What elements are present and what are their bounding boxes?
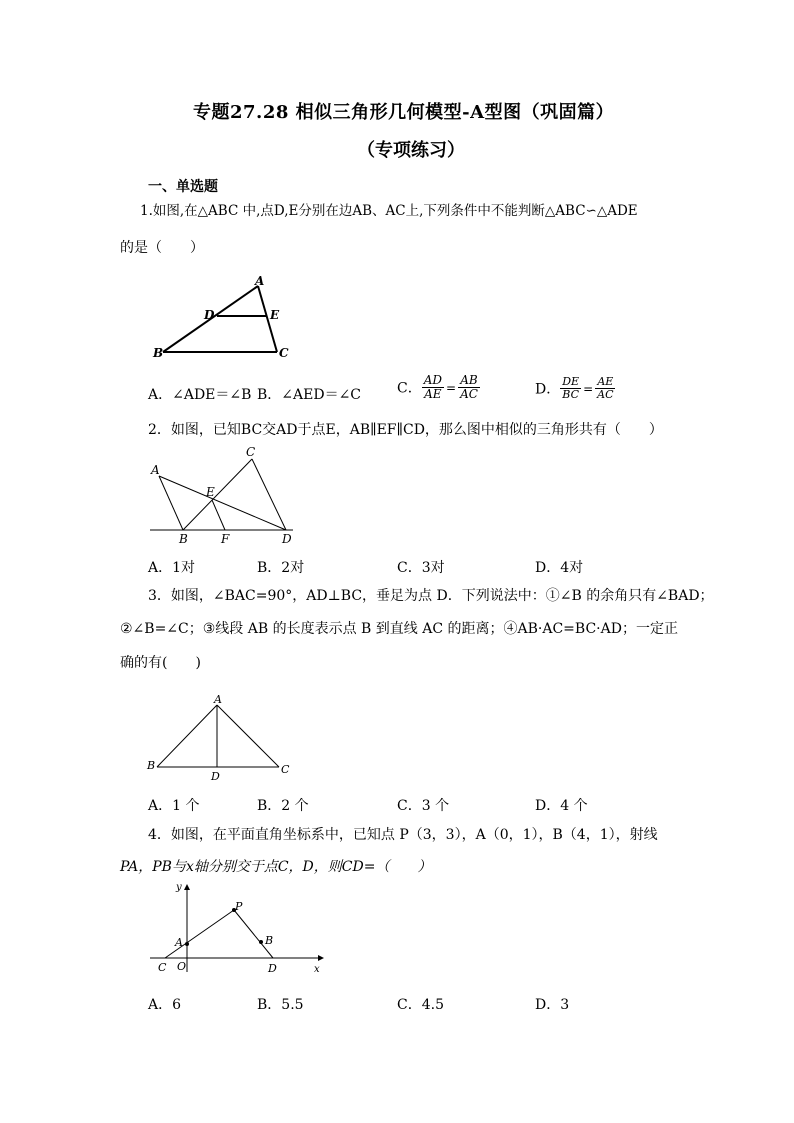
q4-option-d[interactable]: D．3 (535, 997, 570, 1013)
frac-numerator: AB (460, 373, 478, 387)
q3-option-d[interactable]: D．4 个 (535, 798, 588, 814)
q1-label-E: E (270, 308, 280, 322)
q2-label-B: B (179, 532, 188, 546)
q3-option-a[interactable]: A．1 个 (148, 798, 200, 814)
q3-label-C: C (281, 763, 290, 776)
q1-option-a[interactable]: A．∠ADE＝∠B (148, 387, 252, 403)
question-2-figure (148, 444, 298, 546)
q3-option-b[interactable]: B．2 个 (257, 798, 309, 814)
q3-label-B: B (147, 759, 156, 772)
q2-option-c[interactable]: C．3对 (397, 560, 445, 576)
question-3-figure (145, 692, 295, 782)
frac-denominator: AC (597, 388, 614, 402)
question-1-text-line2: 的是（ ） (120, 240, 204, 256)
q3-label-A: A (214, 693, 222, 706)
frac-numerator: AE (597, 375, 614, 388)
q1-option-c-prefix: C． (397, 380, 422, 397)
q4-label-y: y (176, 882, 182, 893)
frac-denominator: BC (562, 388, 580, 402)
q4-option-a[interactable]: A．6 (148, 997, 182, 1013)
q4-option-b[interactable]: B．5.5 (257, 997, 304, 1013)
q1-label-A: A (255, 276, 265, 288)
question-4-text-line1: 4．如图，在平面直角坐标系中，已知点 P（3，3），A（0，1），B（4，1），射线 (148, 827, 658, 843)
equals-sign: = (583, 381, 594, 396)
frac-denominator: AC (460, 387, 478, 402)
page-subtitle: （专项练习） (357, 140, 465, 161)
q1-option-d-prefix: D． (535, 381, 561, 398)
q1-option-d-frac1 (560, 376, 581, 401)
question-3-text-line2: ②∠B=∠C；③线段 AB 的长度表示点 B 到直线 AC 的距离；④AB·AC=BC·AD；一定正 (120, 621, 678, 637)
q4-label-A: A (175, 936, 183, 949)
question-1-text-line1: 1.如图,在△ABC 中,点D,E分别在边AB、AC上,下列条件中不能判断△ABC∽△ADE (140, 203, 638, 219)
q4-label-x: x (314, 964, 320, 975)
question-2-text: 2．如图，已知BC交AD于点E，AB∥EF∥CD，那么图中相似的三角形共有（ ） (148, 422, 663, 438)
q4-label-C: C (158, 961, 167, 974)
q1-label-B: B (153, 346, 164, 360)
question-3-text-line3: 确的有( ) (120, 655, 201, 671)
question-4-text-line2: PA，PB与x轴分别交于点C，D，则CD=（ ） (120, 859, 432, 875)
question-1-figure (150, 276, 300, 366)
q3-option-c[interactable]: C．3 个 (397, 798, 450, 814)
q1-option-c-frac2 (458, 374, 480, 401)
q1-label-C: C (279, 346, 289, 360)
q4-label-O: O (177, 960, 187, 973)
q2-label-D: D (282, 532, 292, 546)
q2-option-a[interactable]: A．1对 (148, 560, 196, 576)
q1-option-d-frac2 (595, 376, 615, 401)
q4-label-D: D (268, 962, 277, 975)
q2-label-E: E (206, 485, 215, 499)
q1-option-d[interactable] (535, 376, 616, 401)
q2-label-C: C (246, 445, 256, 459)
q4-label-B: B (265, 934, 274, 947)
q2-label-A: A (151, 463, 160, 477)
frac-denominator: AE (424, 387, 442, 402)
q1-option-b[interactable]: B．∠AED＝∠C (257, 387, 362, 403)
q1-label-D: D (204, 308, 215, 322)
question-4-figure (148, 880, 328, 976)
q4-label-P: P (235, 900, 243, 913)
q4-option-c[interactable]: C．4.5 (397, 997, 444, 1013)
page-title: 专题27.28 相似三角形几何模型-A型图（巩固篇） (193, 102, 615, 123)
frac-numerator: AD (423, 373, 443, 387)
question-3-text-line1: 3．如图，∠BAC=90°，AD⊥BC，垂足为点 D．下列说法中：①∠B 的余角只有∠BAD； (148, 588, 714, 604)
q1-option-c-frac1 (422, 374, 444, 401)
q1-option-c[interactable] (397, 374, 480, 401)
q2-option-d[interactable]: D．4对 (535, 560, 584, 576)
section-heading: 一、单选题 (148, 179, 218, 195)
q2-option-b[interactable]: B．2对 (257, 560, 305, 576)
q2-label-F: F (221, 532, 230, 546)
equals-sign: = (446, 380, 457, 395)
frac-numerator: DE (562, 375, 580, 388)
q3-label-D: D (211, 770, 220, 782)
